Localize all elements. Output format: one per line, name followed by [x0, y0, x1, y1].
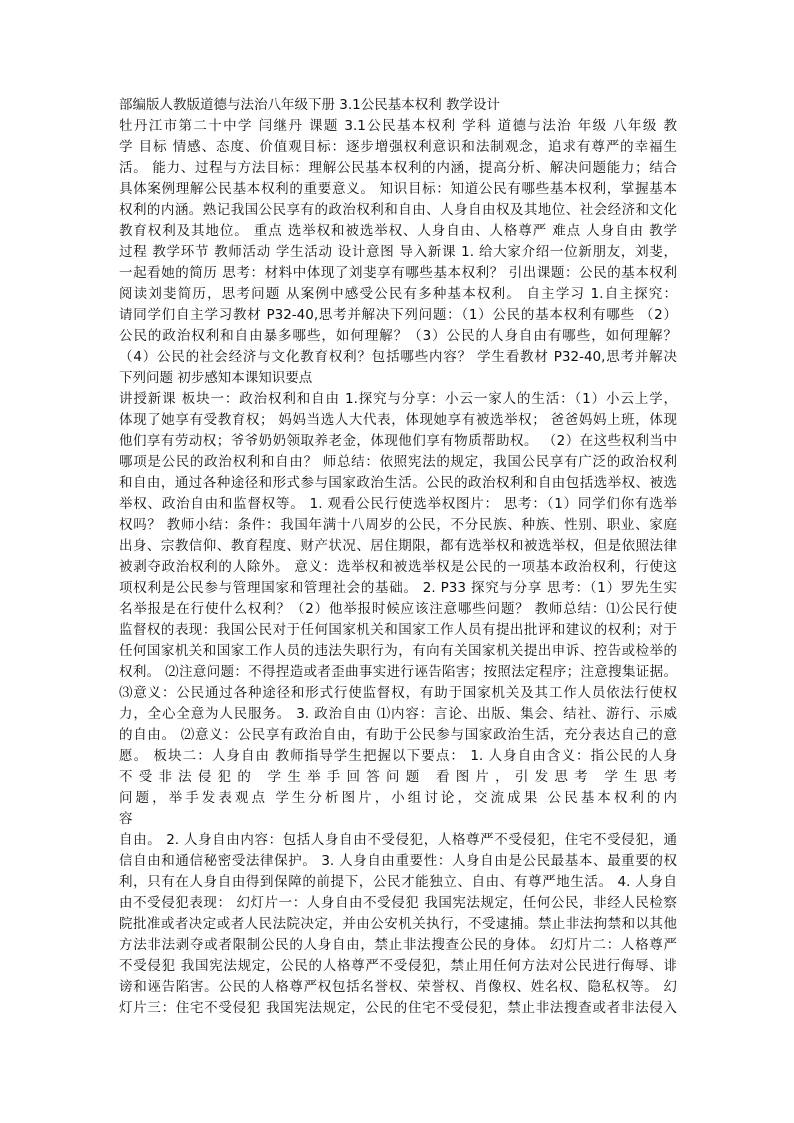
- text-line: 牡丹江市第二十中学 闫继丹 课题 3.1公民基本权利 学科 道德与法治 年级 八年级 教: [119, 118, 677, 134]
- text-line: （4）公民的社会经济与文化教育权利？包括哪些内容？ 学生看教材 P32-40,思考并解决: [119, 349, 677, 365]
- text-line: 项权利是公民参与管理国家和管理社会的基础。 2. P33 探究与分享 思考：（1）罗先生实: [119, 580, 677, 596]
- text-line: 权利的内涵。熟记我国公民享有的政治权利和自由、人身自由权及其地位、社会经济和文化: [119, 202, 677, 218]
- text-line: 部编版人教版道德与法治八年级下册 3.1公民基本权利 教学设计: [119, 97, 501, 113]
- text-line: 被剥夺政治权利的人除外。 意义：选举权和被选举权是公民的一项基本政治权利，行使这: [119, 559, 677, 575]
- text-line: 他们享有劳动权；爷爷奶奶领取养老金，体现他们享有物质帮助权。 （2）在这些权利当中: [119, 433, 677, 449]
- text-line: 灯片三：住宅不受侵犯 我国宪法规定，公民的住宅不受侵犯，禁止非法搜查或者非法侵入: [119, 1000, 677, 1016]
- text-line: 任何国家机关和国家工作人员的违法失职行为，有向有关国家机关提出申诉、控告或检举的: [119, 643, 677, 659]
- text-line: 公民的政治权利和自由暴多哪些，如何理解？（3）公民的人身自由有哪些，如何理解？: [119, 328, 677, 344]
- text-line: 院批准或者决定或者人民法院决定，并由公安机关执行，不受逮捕。禁止非法拘禁和以其他: [119, 916, 677, 932]
- text-line: 不受非法侵犯的 学生举手回答问题 看图片，引发思考 学生思考: [119, 769, 677, 785]
- text-line: 具体案例理解公民基本权利的重要意义。 知识目标：知道公民有哪些基本权利，掌握基本: [119, 181, 677, 197]
- text-line: 下列问题 初步感知本课知识要点: [119, 370, 313, 386]
- text-line: 问题，举手发表观点 学生分析图片，小组讨论，交流成果 公民基本权利的内: [119, 790, 677, 806]
- text-line: 学 目标 情感、态度、价值观目标：逐步增强权利意识和法制观念，追求有尊严的幸福生: [119, 139, 677, 155]
- text-line: 自由。 2. 人身自由内容：包括人身自由不受侵犯，人格尊严不受侵犯，住宅不受侵犯，通: [119, 832, 677, 848]
- document-body: [119, 95, 677, 1019]
- text-line: 监督权的表现：我国公民对于任何国家机关和国家工作人员有提出批评和建议的权利；对于: [119, 622, 677, 638]
- text-line: 教育权利及其地位。 重点 选举权和被选举权、人身自由、人格尊严 难点 人身自由 教学: [119, 223, 677, 239]
- text-line: 体现了她享有受教育权； 妈妈当选人大代表，体现她享有被选举权； 爸爸妈妈上班，体现: [119, 412, 677, 428]
- text-line: 不受侵犯 我国宪法规定，公民的人格尊严不受侵犯，禁止用任何方法对公民进行侮辱、诽: [119, 958, 677, 974]
- text-line: 愿。 板块二：人身自由 教师指导学生把握以下要点： 1. 人身自由含义：指公民的人身: [119, 748, 677, 764]
- text-line: 哪项是公民的政治权利和自由？ 师总结：依照宪法的规定，我国公民享有广泛的政治权利: [119, 454, 677, 470]
- text-line: 活。 能力、过程与方法目标：理解公民基本权利的内涵，提高分析、解决问题能力；结合: [119, 160, 677, 176]
- text-line: ⑶意义：公民通过各种途径和形式行使监督权，有助于国家机关及其工作人员依法行使权: [119, 685, 677, 701]
- text-line: 请同学们自主学习教材 P32-40,思考并解决下列问题：（1）公民的基本权利有哪些 （2）: [119, 307, 677, 323]
- text-line: 名举报是在行使什么权利？（2）他举报时候应该注意哪些问题？ 教师总结：⑴公民行使: [119, 601, 677, 617]
- text-line: 谤和诬告陷害。公民的人格尊严权包括名誉权、荣誉权、肖像权、姓名权、隐私权等。 幻: [119, 979, 677, 995]
- text-line: 权吗？ 教师小结：条件：我国年满十八周岁的公民，不分民族、种族、性别、职业、家庭: [119, 517, 677, 533]
- text-line: 权利。 ⑵注意问题：不得捏造或者歪曲事实进行诬告陷害；按照法定程序；注意搜集证据。: [119, 664, 677, 680]
- text-line: 阅读刘斐简历，思考问题 从案例中感受公民有多种基本权利。 自主学习 1.自主探究：: [119, 286, 677, 302]
- text-line: 容: [119, 811, 133, 827]
- text-line: 出身、宗教信仰、教育程度、财产状况、居住期限，都有选举权和被选举权，但是依照法律: [119, 538, 677, 554]
- text-line: 方法非法剥夺或者限制公民的人身自由，禁止非法搜查公民的身体。 幻灯片二：人格尊严: [119, 937, 677, 953]
- text-line: 利，只有在人身自由得到保障的前提下，公民才能独立、自由、有尊严地生活。 4. 人身自: [119, 874, 677, 890]
- text-line: 一起看她的简历 思考：材料中体现了刘斐享有哪些基本权利？ 引出课题：公民的基本权利: [119, 265, 677, 281]
- text-line: 讲授新课 板块一：政治权利和自由 1.探究与分享：小云一家人的生活：（1）小云上学，: [119, 391, 677, 407]
- text-line: 的自由。 ⑵意义：公民享有政治自由，有助于公民参与国家政治生活，充分表达自己的意: [119, 727, 677, 743]
- text-line: 由不受侵犯表现： 幻灯片一：人身自由不受侵犯 我国宪法规定，任何公民，非经人民检察: [119, 895, 677, 911]
- text-line: 举权、政治自由和监督权等。 1. 观看公民行使选举权图片： 思考：（1）同学们你有选举: [119, 496, 677, 512]
- text-line: 信自由和通信秘密受法律保护。 3. 人身自由重要性：人身自由是公民最基本、最重要的权: [119, 853, 677, 869]
- text-line: 和自由，通过各种途径和形式参与国家政治生活。公民的政治权利和自由包括选举权、被选: [119, 475, 677, 491]
- text-line: 过程 教学环节 教师活动 学生活动 设计意图 导入新课 1. 给大家介绍一位新朋友，刘斐，: [119, 244, 677, 260]
- text-line: 力，全心全意为人民服务。 3. 政治自由 ⑴内容：言论、出版、集会、结社、游行、示威: [119, 706, 677, 722]
